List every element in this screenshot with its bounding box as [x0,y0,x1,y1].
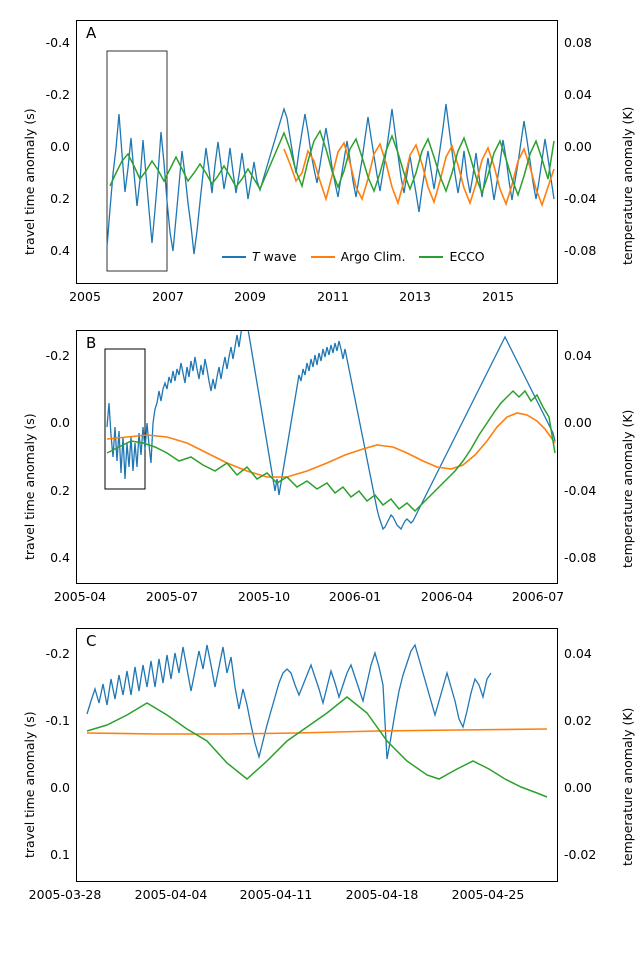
panel-a-xtick-3: 2011 [317,289,349,304]
panel-c-ytick-2: 0.0 [50,780,70,795]
panel-c-xtick-0: 2005-03-28 [28,887,102,902]
panel-a-svg [77,21,557,283]
panel-c-ytick-0: -0.2 [45,646,70,661]
panel-a-xtick-1: 2007 [152,289,184,304]
panel-b-xtick-4: 2006-04 [420,589,474,604]
panel-c-series-argo [87,729,547,734]
panel-a-ytick-2: 0.0 [50,139,70,154]
panel-a-y2tick-0: -0.08 [564,243,597,258]
panel-b-ylabel: travel time anomaly (s) [22,413,37,560]
panel-b-y2tick-3: 0.04 [564,348,592,363]
panel-b-ytick-0: -0.2 [45,348,70,363]
panel-c-xtick-3: 2005-04-18 [345,887,419,902]
panel-b-series-twave [107,331,555,529]
panel-c-plot [76,628,558,882]
panel-a-ylabel: travel time anomaly (s) [22,108,37,255]
legend-label-argo: Argo Clim. [340,249,406,264]
legend-swatch-argo [311,256,335,258]
panel-b-y2tick-1: -0.04 [564,483,597,498]
panel-a-xtick-2: 2009 [234,289,266,304]
panel-a-ytick-1: -0.2 [45,87,70,102]
panel-a-y2tick-1: -0.04 [564,191,597,206]
panel-c-ylabel: travel time anomaly (s) [22,711,37,858]
panel-c-y2tick-3: 0.04 [564,646,592,661]
panel-a-y2tick-4: 0.08 [564,35,592,50]
panel-c-xtick-4: 2005-04-25 [451,887,525,902]
panel-c-svg [77,629,557,881]
panel-c-series-twave [87,645,491,759]
panel-c-y2label: temperature anomaly (K) [620,707,635,866]
panel-a-xtick-0: 2005 [69,289,101,304]
panel-b-y2tick-0: -0.08 [564,550,597,565]
panel-b-xtick-0: 2005-04 [53,589,107,604]
legend-label-twave: T wave [252,249,297,264]
panel-b-plot [76,330,558,584]
panel-a-xtick-4: 2013 [399,289,431,304]
panel-a-plot [76,20,558,284]
panel-c-xtick-1: 2005-04-04 [134,887,208,902]
panel-a-series-argo [284,143,554,205]
panel-b-y2tick-2: 0.00 [564,415,592,430]
panel-c-xtick-2: 2005-04-11 [239,887,313,902]
legend-item-ecco [419,249,484,264]
legend [222,249,499,264]
panel-c-y2tick-2: 0.02 [564,713,592,728]
panel-c-letter: C [86,632,97,650]
panel-a-y2label: temperature anomaly (K) [620,106,635,265]
panel-a-inset-box [107,51,167,271]
panel-b-xtick-5: 2006-07 [511,589,565,604]
panel-a-ytick-4: 0.4 [50,243,70,258]
panel-a-y2tick-2: 0.00 [564,139,592,154]
panel-a-letter: A [86,24,97,42]
panel-b-xtick-2: 2005-10 [237,589,291,604]
panel-c-y2tick-0: -0.02 [564,847,597,862]
legend-item-argo [311,249,406,264]
panel-b-ytick-2: 0.2 [50,483,70,498]
panel-b-y2label: temperature anomaly (K) [620,409,635,568]
panel-b-series-ecco [107,391,555,511]
panel-a-ytick-3: 0.2 [50,191,70,206]
legend-swatch-ecco [419,256,443,258]
panel-b-ytick-1: 0.0 [50,415,70,430]
panel-a-ytick-0: -0.4 [45,35,70,50]
panel-b-ytick-3: 0.4 [50,550,70,565]
legend-swatch-twave [222,256,246,258]
panel-a-y2tick-3: 0.04 [564,87,592,102]
legend-label-ecco: ECCO [449,249,485,264]
panel-c-ytick-3: 0.1 [50,847,70,862]
panel-c-series-ecco [87,697,547,797]
panel-a-xtick-5: 2015 [482,289,514,304]
legend-item-twave [222,249,297,264]
panel-c-ytick-1: -0.1 [45,713,70,728]
panel-b-svg [77,331,557,583]
panel-b-letter: B [86,334,97,352]
panel-b-xtick-1: 2005-07 [145,589,199,604]
panel-b-xtick-3: 2006-01 [328,589,382,604]
panel-c-y2tick-1: 0.00 [564,780,592,795]
